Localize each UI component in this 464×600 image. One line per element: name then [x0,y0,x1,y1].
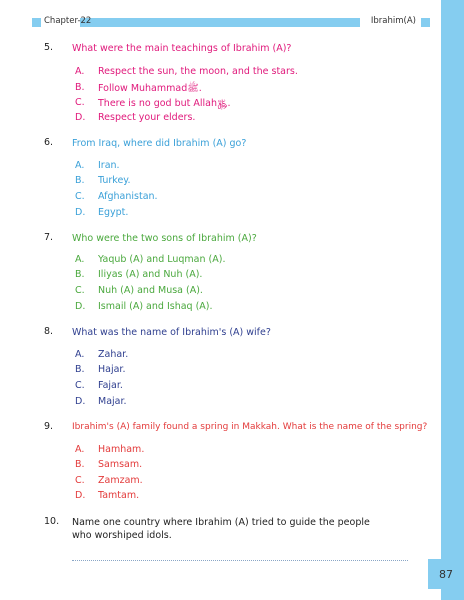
option-text: Zahar. [98,349,129,360]
side-color-strip [441,0,464,600]
option-text: Hajar. [98,364,126,375]
option-text: Fajar. [98,380,123,391]
header-square-left [32,18,41,27]
page-number: 87 [428,559,464,589]
option-text: Turkey. [98,175,131,186]
question-number: 5. [44,42,54,53]
option-letter: C. [75,475,85,486]
option-letter: A. [75,66,85,77]
option-letter: A. [75,349,85,360]
question-number: 10. [44,516,60,527]
option-letter: D. [75,207,86,218]
option-letter: A. [75,160,85,171]
question-number: 8. [44,326,54,337]
option-letter: B. [75,364,85,375]
option-letter: B. [75,459,85,470]
option-text: Yaqub (A) and Luqman (A). [98,254,226,265]
option-text: Respect the sun, the moon, and the stars. [98,66,298,77]
option-text: Samsam. [98,459,143,470]
header-title: Ibrahim(A) [370,16,416,26]
option-text: Iran. [98,160,120,171]
question-text: Ibrahim's (A) family found a spring in Makkah. What is the name of the spring? [72,422,428,432]
option-text: Tamtam. [98,490,140,501]
option-text: Egypt. [98,207,129,218]
option-letter: C. [75,191,85,202]
option-letter: C. [75,285,85,296]
question-number: 7. [44,232,54,243]
question-text: What was the name of Ibrahim's (A) wife? [72,327,271,338]
option-text: Nuh (A) and Musa (A). [98,285,203,296]
option-letter: B. [75,269,85,280]
option-letter: D. [75,301,86,312]
question-number: 6. [44,137,54,148]
question-text: From Iraq, where did Ibrahim (A) go? [72,138,247,149]
option-letter: B. [75,175,85,186]
question-number: 9. [44,421,54,432]
option-text: Follow Muhammadﷺ. [98,83,202,94]
option-text: Zamzam. [98,475,143,486]
question-text: Name one country where Ibrahim (A) tried to guide the people who worshiped idols. [72,517,370,541]
option-letter: B. [75,82,85,93]
answer-line[interactable] [72,560,408,561]
option-text: Respect your elders. [98,112,196,123]
option-letter: A. [75,444,85,455]
header-stripe [80,18,360,27]
option-letter: C. [75,380,85,391]
option-text: Majar. [98,396,127,407]
option-letter: D. [75,396,86,407]
question-text: What were the main teachings of Ibrahim (A)? [72,43,292,54]
question-text: Who were the two sons of Ibrahim (A)? [72,233,257,244]
option-text: Ismail (A) and Ishaq (A). [98,301,213,312]
option-text: Afghanistan. [98,191,158,202]
option-letter: A. [75,254,85,265]
chapter-label: Chapter-22 [44,16,92,26]
option-text: There is no god but Allah﷿. [98,98,231,109]
option-letter: D. [75,490,86,501]
option-letter: C. [75,97,85,108]
option-text: Iliyas (A) and Nuh (A). [98,269,203,280]
option-text: Hamham. [98,444,145,455]
header-square-right [421,18,430,27]
option-letter: D. [75,112,86,123]
